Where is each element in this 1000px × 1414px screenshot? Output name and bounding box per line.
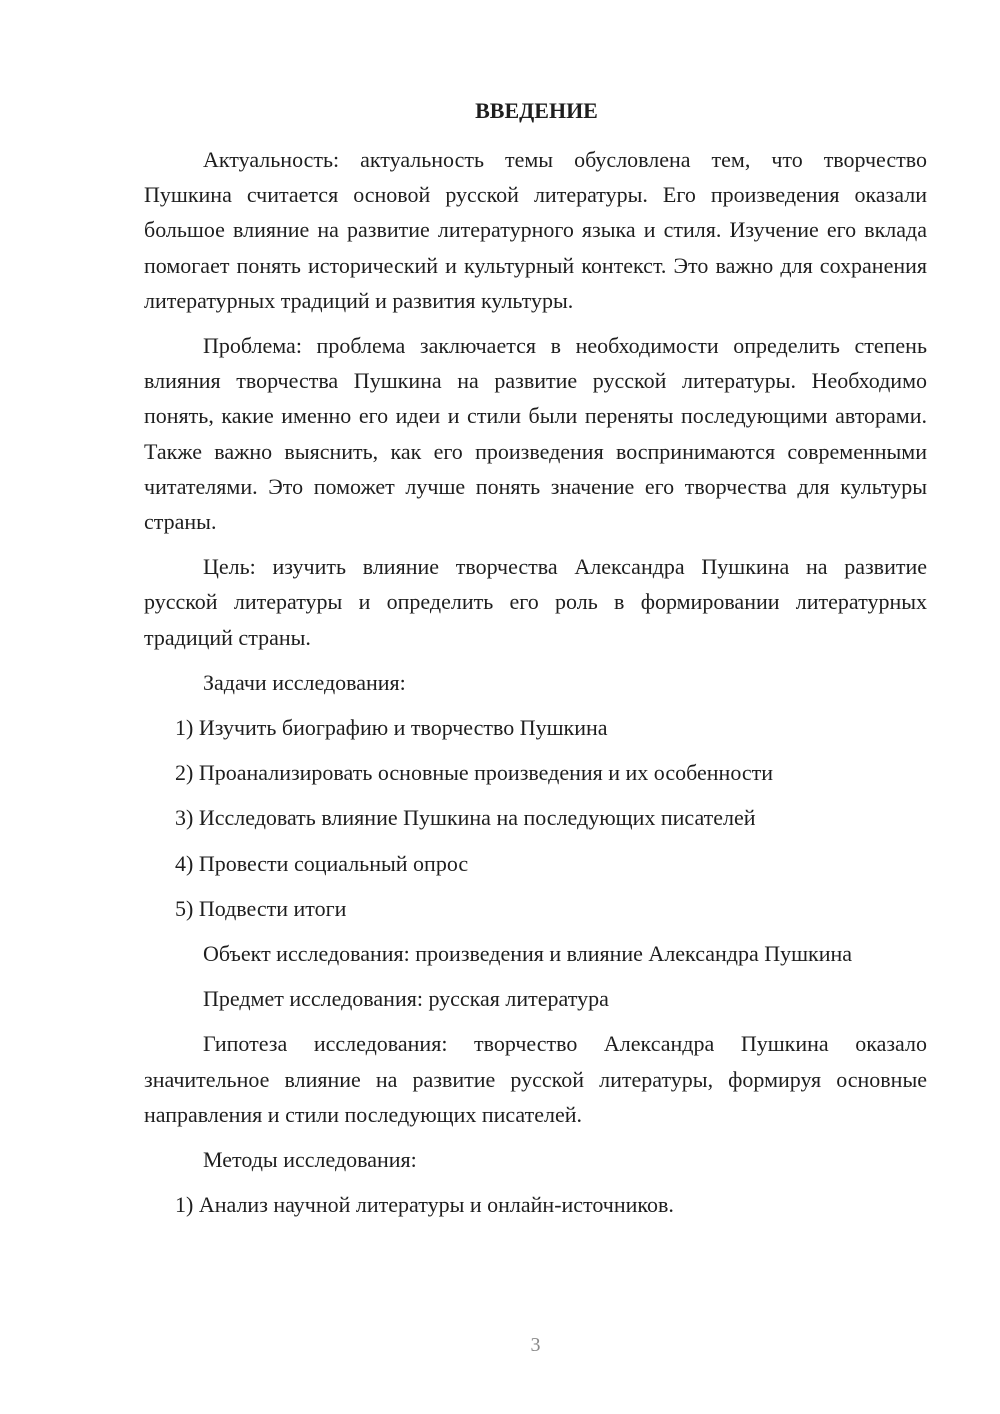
- document-body: [144, 142, 927, 1232]
- hypothesis-paragraph: Гипотеза исследования: творчество Александра Пушкина оказало значительное влияние на развитие русской литературы, формируя основные направления и стили последующих писателей.: [144, 1031, 927, 1127]
- problem-paragraph: Проблема: проблема заключается в необходимости определить степень влияния творчества Пушкина на развитие русской литературы. Необходимо понять, какие именно его идеи и стили были переняты последующими авторами. Также важно выяснить, как его произведения воспринимаются современными читателями. Это поможет лучше понять значение его творчества для культуры страны.: [144, 333, 927, 535]
- task-item: 4) Провести социальный опрос: [175, 850, 469, 876]
- task-item: 5) Подвести итоги: [175, 895, 347, 921]
- goal-paragraph: Цель: изучить влияние творчества Александра Пушкина на развитие русской литературы и определить его роль в формировании литературных традиций страны.: [144, 554, 927, 650]
- relevance-paragraph: Актуальность: актуальность темы обусловлена тем, что творчество Пушкина считается основой русской литературы. Его произведения оказали большое влияние на развитие литературного языка и стиля. Изучение его вклада помогает понять исторический и культурный контекст. Это важно для сохранения литературных традиций и развития культуры.: [144, 147, 927, 313]
- subject-paragraph: Предмет исследования: русская литература: [203, 986, 609, 1012]
- page-number: 3: [530, 1334, 541, 1356]
- methods-heading: Методы исследования:: [203, 1147, 417, 1173]
- task-item: 2) Проанализировать основные произведения и их особенности: [175, 760, 774, 786]
- page-title: ВВЕДЕНИЕ: [475, 98, 598, 123]
- task-item: 1) Изучить биографию и творчество Пушкина: [175, 715, 608, 741]
- method-item: 1) Анализ научной литературы и онлайн-источников.: [175, 1192, 674, 1218]
- task-item: 3) Исследовать влияние Пушкина на последующих писателей: [175, 805, 756, 831]
- tasks-heading: Задачи исследования:: [203, 669, 406, 695]
- object-paragraph: Объект исследования: произведения и влияние Александра Пушкина: [203, 941, 853, 967]
